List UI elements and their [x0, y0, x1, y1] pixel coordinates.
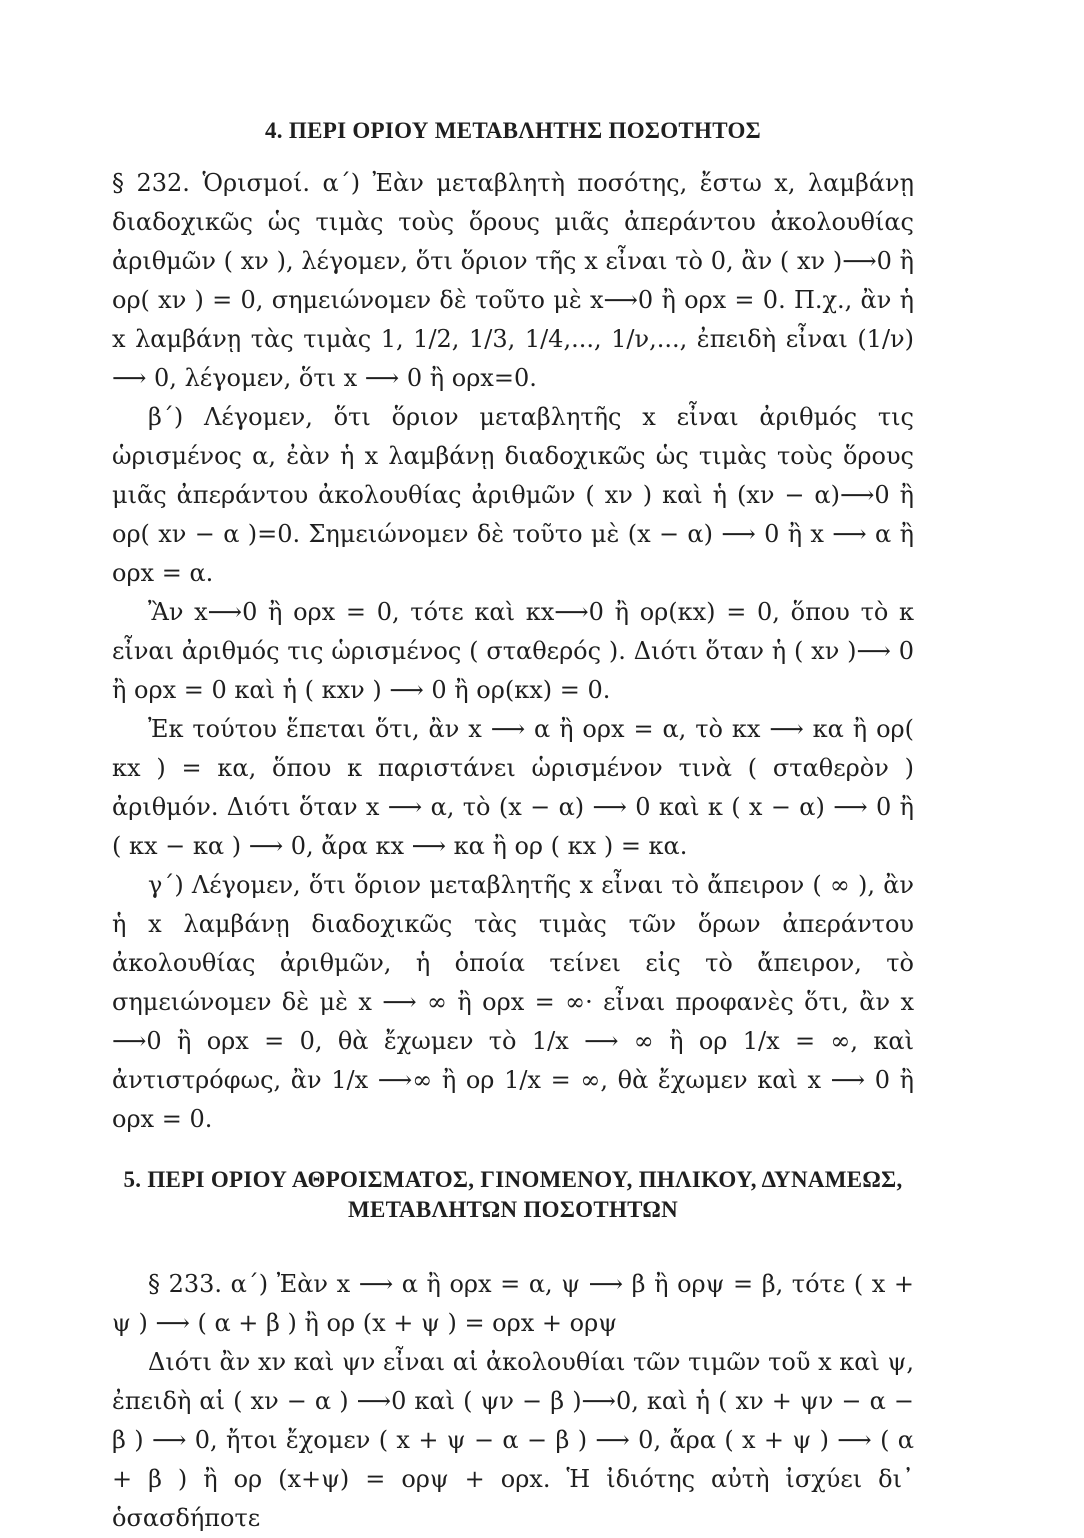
paragraph-constant-multiple-alpha: Ἐκ τούτου ἕπεται ὅτι, ἂν x ⟶ α ἢ ορx = α, τὸ κx ⟶ κα ἢ ορ( κx ) = κα, ὅπου κ παριστάνει ὡρισμένον τινὰ ( σταθερὸν ) ἀριθμόν. Διότι ὅταν x ⟶ α, τὸ (x − α) ⟶ 0 καὶ κ ( x − α) ⟶ 0 ἢ ( κx − κα ) ⟶ 0, ἄρα κx ⟶ κα ἢ ορ ( κx ) = κα.	[112, 715, 914, 860]
paragraph-233-sum-limit: § 233. α΄) Ἐὰν x ⟶ α ἢ ορx = α, ψ ⟶ β ἢ ορψ = β, τότε ( x + ψ ) ⟶ ( α + β ) ἢ ορ (x + ψ ) = ορx + ορψ	[112, 1270, 914, 1337]
paragraph-232-definitions: § 232. Ὁρισμοί. α΄) Ἐὰν μεταβλητὴ ποσότης, ἔστω x, λαμβάνῃ διαδοχικῶς ὡς τιμὰς τοὺς ὅρους μιᾶς ἀπεράντου ἀκολουθίας ἀριθμῶν ( xν ), λέγομεν, ὅτι ὅριον τῆς x εἶναι τὸ 0, ἂν ( xν )⟶0 ἢ ορ( xν ) = 0, σημειώνομεν δὲ τοῦτο μὲ x⟶0 ἢ ορx = 0. Π.χ., ἂν ἡ x λαμβάνῃ τὰς τιμὰς 1, 1/2, 1/3, 1/4,..., 1/ν,..., ἐπειδὴ εἶναι (1/ν) ⟶ 0, λέγομεν, ὅτι x ⟶ 0 ἢ ορx=0.	[112, 169, 914, 392]
section-5-heading-line-2: ΜΕΤΑΒΛΗΤΩΝ ΠΟΣΟΤΗΤΩΝ	[347, 1197, 679, 1222]
paragraph-233-proof: Διότι ἂν xν καὶ ψν εἶναι αἱ ἀκολουθίαι τῶν τιμῶν τοῦ x καὶ ψ, ἐπειδὴ αἱ ( xν − α ) ⟶0 καὶ ( ψν − β )⟶0, καὶ ἡ ( xν + ψν − α − β ) ⟶ 0, ἤτοι ἔχομεν ( x + ψ − α − β ) ⟶ 0, ἄρα ( x + ψ ) ⟶ ( α + β ) ἢ ορ (x+ψ) = ορψ + ορx. Ἡ ἰδιότης αὐτὴ ἰσχύει δι᾿ ὁσασδήποτε	[112, 1348, 914, 1532]
paragraph-constant-multiple-zero: Ἂν x⟶0 ἢ ορx = 0, τότε καὶ κx⟶0 ἢ ορ(κx) = 0, ὅπου τὸ κ εἶναι ἀριθμός τις ὡρισμένος ( σταθερός ). Διότι ὅταν ἡ ( xν )⟶ 0 ἢ ορx = 0 καὶ ἡ ( κxν ) ⟶ 0 ἢ ορ(κx) = 0.	[112, 598, 914, 704]
section-5-heading	[112, 1165, 914, 1225]
paragraph-gamma-infinity: γ΄) Λέγομεν, ὅτι ὅριον μεταβλητῆς x εἶναι τὸ ἄπειρον ( ∞ ), ἂν ἡ x λαμβάνῃ διαδοχικῶς τὰς τιμὰς τῶν ὅρων ἀπεράντου ἀκολουθίας ἀριθμῶν, ἡ ὁποία τείνει εἰς τὸ ἄπειρον, τὸ σημειώνομεν δὲ μὲ x ⟶ ∞ ἢ ορx = ∞· εἶναι προφανὲς ὅτι, ἂν x ⟶0 ἢ ορx = 0, θὰ ἔχωμεν τὸ 1/x ⟶ ∞ ἢ ορ 1/x = ∞, καὶ ἀντιστρόφως, ἂν 1/x ⟶∞ ἢ ορ 1/x = ∞, θὰ ἔχωμεν καὶ x ⟶ 0 ἢ ορx = 0.	[112, 871, 914, 1133]
section-4-heading: 4. ΠΕΡΙ ΟΡΙΟΥ ΜΕΤΑΒΛΗΤΗΣ ΠΟΣΟΤΗΤΟΣ	[264, 118, 762, 143]
paragraph-beta-definition: β΄) Λέγομεν, ὅτι ὅριον μεταβλητῆς x εἶναι ἀριθμός τις ὡρισμένος α, ἐὰν ἡ x λαμβάνῃ διαδοχικῶς ὡς τιμὰς τοὺς ὅρους μιᾶς ἀπεράντου ἀκολουθίας ἀριθμῶν ( xν ) καὶ ἡ (xν − α)⟶0 ἢ ορ( xν − α )=0. Σημειώνομεν δὲ τοῦτο μὲ (x − α) ⟶ 0 ἢ x ⟶ α ἢ ορx = α.	[112, 403, 914, 587]
section-5-heading-line-1: 5. ΠΕΡΙ ΟΡΙΟΥ ΑΘΡΟΙΣΜΑΤΟΣ, ΓΙΝΟΜΕΝΟΥ, ΠΗΛΙΚΟΥ, ΔΥΝΑΜΕΩΣ,	[123, 1167, 903, 1192]
